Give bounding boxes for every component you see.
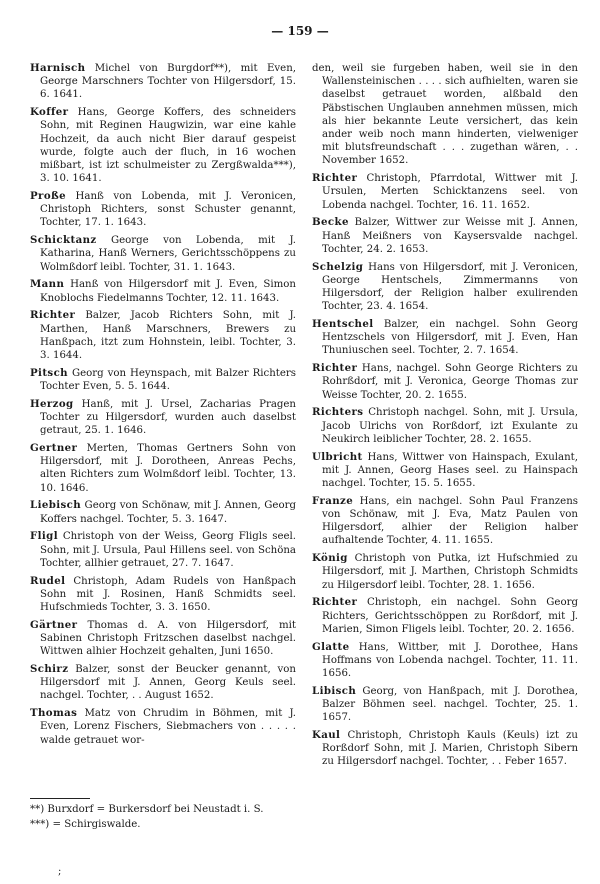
- entry-text: Georg von Schönaw, mit J. Annen, Georg Koffers nachgel. Tochter, 5. 3. 1647.: [40, 500, 296, 525]
- entry-surname: Mann: [30, 278, 65, 291]
- register-entry: [30, 309, 296, 362]
- entry-surname: Becke: [312, 216, 349, 229]
- entry-text: Hans, Wittber, mit J. Dorothee, Hans Hoffmans von Lobenda nachgel. Tochter, 11. 11. 1656.: [322, 641, 578, 680]
- register-entry: [30, 278, 296, 304]
- entry-text: Balzer, ein nachgel. Sohn Georg Hentzschels von Hilgersdorf, mit J. Even, Han Thuniuschen seel. Tochter, 2. 7. 1654.: [322, 319, 578, 357]
- entry-text: Christoph, ein nachgel. Sohn Georg Richters, Gerichtsschöppen zu Rorßdorf, mit J. Marien, Simon Fligels leibl. Tochter, 20. 2. 1656.: [322, 597, 578, 635]
- register-entry: [30, 442, 296, 495]
- register-entry: [312, 552, 578, 592]
- register-entry: [30, 530, 296, 570]
- register-entry: [30, 663, 296, 703]
- register-entry: [312, 596, 578, 636]
- entry-surname: Schicktanz: [30, 234, 97, 247]
- entry-surname: Richter: [312, 172, 358, 185]
- register-entry: [312, 62, 578, 168]
- entry-text: Michel von Burgdorf**), mit Even, George Marschners Tochter von Hilgersdorf, 15. 6. 1641.: [40, 63, 296, 101]
- register-entry: [312, 261, 578, 314]
- entry-surname: Kaul: [312, 729, 341, 742]
- entry-text: Hans, Wittwer von Hainspach, Exulant, mit J. Annen, Georg Hases seel. zu Hainspach nachgel. Tochter, 15. 5. 1655.: [322, 451, 578, 490]
- register-entry: [30, 575, 296, 615]
- entry-text: Christoph von Putka, izt Hufschmied zu Hilgersdorf, mit J. Marthen, Christoph Schmidts zu Hilgersdorf leibl. Tochter, 28. 1. 1656.: [322, 553, 578, 591]
- stray-mark: ;: [58, 866, 62, 877]
- entry-text: Hanß, mit J. Ursel, Zacharias Pragen Tochter zu Hilgersdorf, wurden auch daselbst getraut, 25. 1. 1646.: [40, 398, 296, 437]
- entry-surname: Koffer: [30, 106, 69, 119]
- register-entry: [312, 318, 578, 358]
- entry-text: Thomas d. A. von Hilgersdorf, mit Sabinen Christoph Fritzschen daselbst nachgel. Wittwen alhier Hochzeit gehalten, Juni 1650.: [40, 619, 296, 658]
- register-entry: [30, 707, 296, 747]
- register-entry: [30, 62, 296, 102]
- register-entry: [30, 499, 296, 525]
- entry-surname: Richter: [30, 309, 76, 322]
- register-entry: [312, 216, 578, 256]
- entry-text: Christoph, Adam Rudels von Hanßpach Sohn mit J. Rosinen, Hanß Schmidts seel. Hufschmieds Tochter, 3. 3. 1650.: [40, 575, 296, 614]
- register-entry: [312, 685, 578, 725]
- entry-text: George von Lobenda, mit J. Katharina, Hanß Werners, Gerichtsschöppens zu Wolmßdorf leibl. Tochter, 31. 1. 1643.: [40, 235, 296, 273]
- entry-surname: Harnisch: [30, 62, 86, 74]
- register-entry: [30, 234, 296, 274]
- entry-surname: Franze: [312, 494, 354, 507]
- entry-surname: Fligl: [30, 530, 58, 543]
- entry-surname: Hentschel: [312, 318, 374, 331]
- entry-text: Christoph nachgel. Sohn, mit J. Ursula, Jacob Ulrichs von Rorßdorf, izt Exulante zu Neukirch leiblicher Tochter, 28. 2. 1655.: [322, 407, 578, 445]
- entry-text: Matz von Chrudim in Böhmen, mit J. Even, Lorenz Fischers, Siebmachers von . . . . . walde getrauet wor-: [40, 708, 296, 746]
- entry-text: Hans, George Koffers, des schneiders Sohn, mit Reginen Haugwizin, war eine kahle Hochzeit, da auch nicht Bier darauf gespeist wurde, folgte auch der fluch, in 16 wochen mißbart, ist izt schulmeister zu Zergßwalda***), 3. 10. 1641.: [40, 107, 296, 185]
- page-number: — 159 —: [271, 24, 329, 38]
- entry-text: Balzer, sonst der Beucker genannt, von Hilgersdorf mit J. Annen, Georg Keuls seel. nachgel. Tochter, . . August 1652.: [40, 664, 296, 702]
- register-columns: [30, 62, 578, 773]
- entry-surname: Liebisch: [30, 499, 82, 512]
- register-entry: [30, 367, 296, 393]
- entry-surname: Libisch: [312, 684, 357, 697]
- entry-surname: Richter: [312, 362, 358, 375]
- entry-text: Christoph von der Weiss, Georg Fligls seel. Sohn, mit J. Ursula, Paul Hillens seel. von Schöna Tochter, allhier getrauet, 27. 7. 1647.: [40, 531, 296, 569]
- entry-text: Georg, von Hanßpach, mit J. Dorothea, Balzer Böhmen seel. nachgel. Tochter, 25. 1. 1657.: [322, 685, 578, 724]
- register-entry: [30, 619, 296, 659]
- entry-surname: Richter: [312, 596, 358, 609]
- register-entry: [312, 641, 578, 681]
- register-entry: [312, 495, 578, 548]
- entry-surname: Proße: [30, 190, 67, 203]
- entry-surname: Rudel: [30, 574, 66, 587]
- entry-surname: Richters: [312, 406, 364, 419]
- register-entry: [30, 190, 296, 230]
- register-entry: [312, 362, 578, 402]
- entry-text: Balzer, Jacob Richters Sohn, mit J. Marthen, Hanß Marschners, Brewers zu Hanßpach, itzt zum Hohnstein, leibl. Tochter, 3. 3. 1644.: [40, 310, 296, 362]
- entry-text: Georg von Heynspach, mit Balzer Richters Tochter Even, 5. 5. 1644.: [40, 367, 296, 393]
- register-entry: [30, 106, 296, 185]
- footnote-zergsswalda: ***) = Schirgiswalde.: [30, 819, 141, 831]
- entry-text: Hanß von Hilgersdorf mit J. Even, Simon Knoblochs Fiedelmanns Tochter, 12. 11. 1643.: [40, 279, 296, 304]
- entry-surname: Gärtner: [30, 618, 78, 631]
- entry-text: Hanß von Lobenda, mit J. Veronicen, Christoph Richters, sonst Schuster genannt, Tochter, 17. 1. 1643.: [40, 191, 296, 229]
- entry-text: Merten, Thomas Gertners Sohn von Hilgersdorf, mit J. Dorotheen, Anreas Pechs, alten Richters zum Wolmßdorf leibl. Tochter, 13. 10. 1646.: [40, 443, 296, 494]
- left-column: [30, 62, 296, 773]
- entry-text: den, weil sie furgeben haben, weil sie in den Wallensteinischen . . . . sich aufhielten, waren sie daselbst getrauet worden, alßbald den Päbstischen Unglauben annehmen müssen, mich als hier bekannte Leute versichert, das kein ander weib noch mann hinderten, vielweniger mit blutsfreundschaft . . . zugethan wären, . . November 1652.: [312, 63, 578, 167]
- entry-surname: Thomas: [30, 707, 78, 720]
- register-entry: [312, 406, 578, 446]
- entry-surname: Schelzig: [312, 260, 364, 273]
- entry-surname: König: [312, 552, 348, 565]
- entry-text: Christoph, Christoph Kauls (Keuls) izt zu Rorßdorf Sohn, mit J. Marien, Christoph Sibern zu Hilgersdorf nachgel. Tochter, . . Feber 1657.: [322, 730, 578, 768]
- footnote-rule: [30, 798, 90, 799]
- entry-surname: Herzog: [30, 397, 74, 410]
- entry-surname: Schirz: [30, 663, 69, 676]
- right-column: [312, 62, 578, 773]
- entry-text: Hans, nachgel. Sohn George Richters zu Rohrßdorf, mit J. Veronica, George Thomas zur Weisse Tochter, 20. 2. 1655.: [322, 363, 578, 401]
- entry-text: Hans, ein nachgel. Sohn Paul Franzens von Schönaw, mit J. Eva, Matz Paulen von Hilgersdorf, alhier der Religion halber aufhaltende Tochter, 4. 11. 1655.: [322, 495, 578, 547]
- footnotes: [30, 798, 296, 833]
- register-entry: [312, 172, 578, 212]
- entry-text: Hans von Hilgersdorf, mit J. Veronicen, George Hentschels, Zimmermanns von Hilgersdorf, der Religion halber exulirenden Tochter, 23. 4. 1654.: [322, 261, 578, 313]
- entry-surname: Gertner: [30, 442, 78, 455]
- entry-text: Balzer, Wittwer zur Weisse mit J. Annen, Hanß Meißners von Kaysersvalde nachgel. Tochter, 24. 2. 1653.: [322, 217, 578, 255]
- entry-text: Christoph, Pfarrdotal, Wittwer mit J. Ursulen, Merten Schicktanzens seel. von Lobenda nachgel. Tochter, 16. 11. 1652.: [322, 173, 578, 211]
- entry-surname: Glatte: [312, 640, 350, 653]
- entry-surname: Pitsch: [30, 366, 68, 379]
- footnote-burxdorf: **) Burxdorf = Burkersdorf bei Neustadt i. S.: [30, 804, 264, 815]
- register-entry: [312, 451, 578, 491]
- register-entry: [30, 398, 296, 438]
- register-entry: [312, 729, 578, 769]
- entry-surname: Ulbricht: [312, 450, 363, 463]
